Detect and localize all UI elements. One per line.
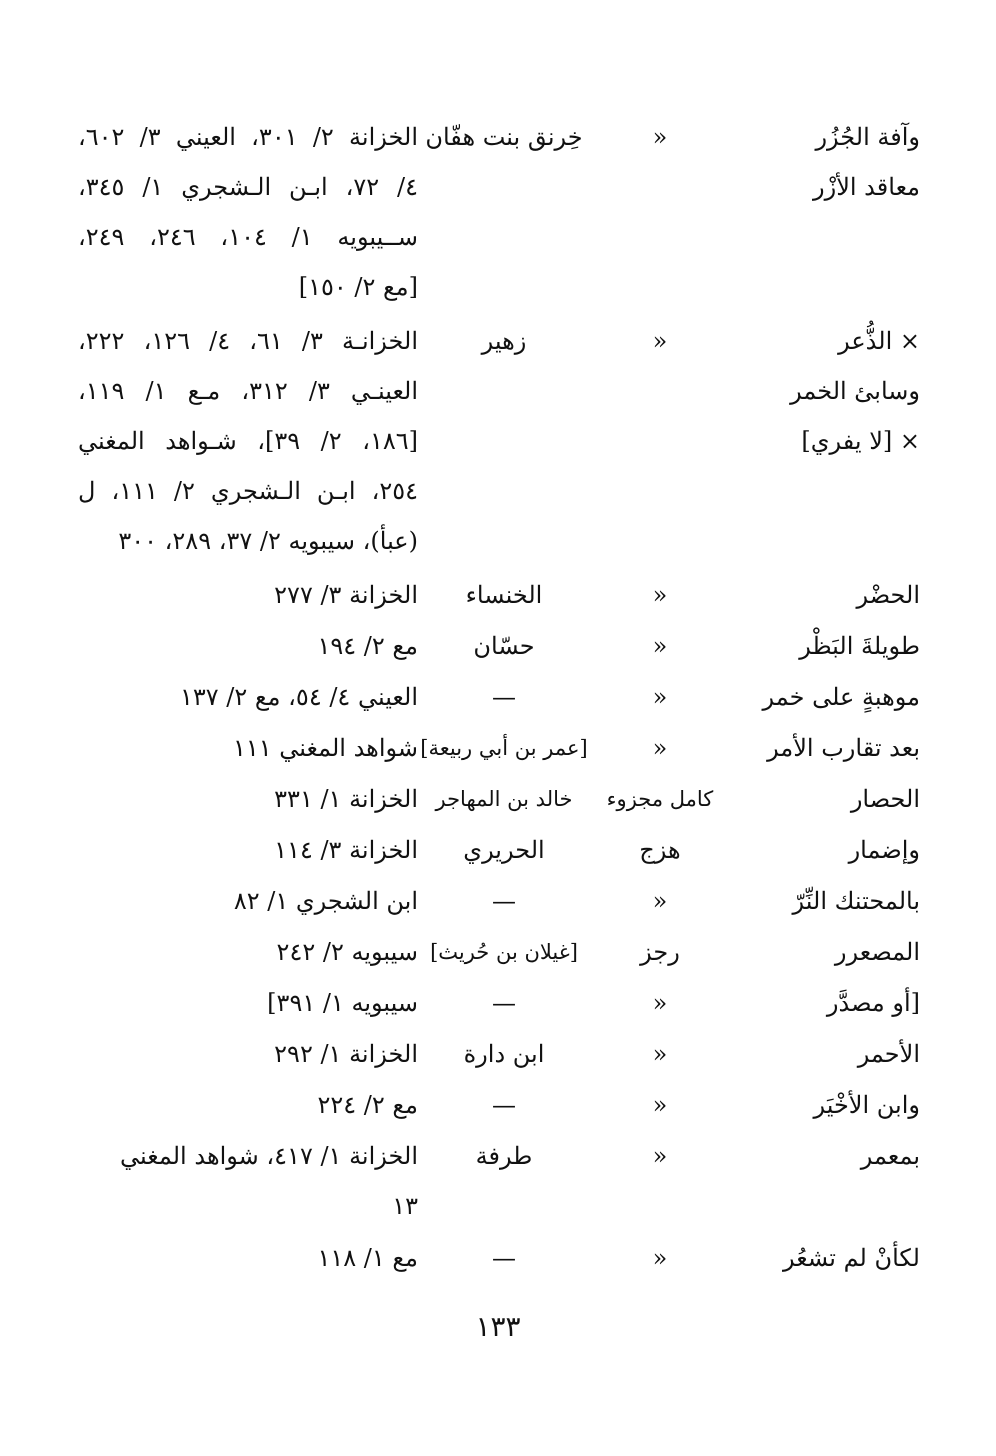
references: مع ٢/ ٢٢٤ <box>317 1091 418 1119</box>
references: العيني ٤/ ٥٤، مع ٢/ ١٣٧ <box>180 683 418 711</box>
reference-line: الخزانة ٢/ ٣٠١، العيني ٣/ ٦٠٢، <box>78 123 418 151</box>
index-row <box>0 570 996 621</box>
rhyme-word: لكأنْ لم تشعُر <box>783 1244 920 1272</box>
references-cell <box>78 316 418 566</box>
poet: خالد بن المهاجر <box>435 787 573 811</box>
meter: هزج <box>639 836 681 864</box>
rhyme-word: بالمحتنك النِّرّ <box>792 887 920 915</box>
references-cell <box>78 112 418 312</box>
references: الخزانة ١/ ٢٩٢ <box>274 1040 418 1068</box>
poet: خِرنق بنت هفّان <box>425 123 583 151</box>
rhyme-word: طويلةَ البَظْر <box>799 632 920 660</box>
meter: « <box>652 683 668 711</box>
rhyme-word: × الذُّعر <box>838 327 920 355</box>
rhyme-word: موهبةٍ على خمر <box>762 683 920 711</box>
index-table <box>0 112 996 1284</box>
references-cell <box>78 1131 418 1231</box>
index-row <box>0 1233 996 1284</box>
index-row <box>0 978 996 1029</box>
rhyme-word: الأحمر <box>857 1040 920 1068</box>
rhyme-word: وسابئ الخمر <box>790 377 920 405</box>
reference-line: [مع ٢/ ١٥٠] <box>298 273 418 301</box>
reference-line: ٤/ ٧٢، ابـن الـشجري ١/ ٣٤٥، <box>78 173 418 201</box>
meter: « <box>652 1040 668 1068</box>
rhyme-word: وابن الأخْيَر <box>813 1091 920 1119</box>
reference-line: ٢٥٤، ابـن الـشجري ٢/ ١١١، ل <box>78 477 419 505</box>
references: سيبويه ٢/ ٢٤٢ <box>276 938 418 966</box>
meter: « <box>652 1091 668 1119</box>
rhyme-word: × [لا يفري] <box>801 427 920 455</box>
index-row <box>0 825 996 876</box>
poet: زهير <box>481 327 527 355</box>
rhyme-word: [أو مصدَّر <box>826 989 920 1017</box>
references: الخزانة ١/ ٣٣١ <box>274 785 418 813</box>
poet: حسّان <box>473 632 535 660</box>
meter: « <box>652 734 668 762</box>
poet: [غيلان بن حُريث] <box>430 940 578 964</box>
rhyme-word: الحصار <box>850 785 920 813</box>
poet: طرفة <box>475 1142 533 1170</box>
meter: « <box>652 123 668 151</box>
meter: « <box>652 581 668 609</box>
reference-line: ١٣ <box>392 1192 418 1220</box>
rhyme-word: بمعمر <box>860 1142 920 1170</box>
references: سيبويه ١/ ٣٩١] <box>267 989 418 1017</box>
rhyme-word: الحضْر <box>856 581 920 609</box>
meter: « <box>652 1244 668 1272</box>
meter: كامل مجزوء <box>606 787 714 811</box>
meter: « <box>652 887 668 915</box>
reference-line: الخزانة ١/ ٤١٧، شواهد المغني <box>120 1142 418 1170</box>
references: ابن الشجري ١/ ٨٢ <box>233 887 418 915</box>
poet: — <box>492 989 516 1017</box>
index-row <box>0 672 996 723</box>
references: الخزانة ٣/ ٢٧٧ <box>274 581 418 609</box>
meter: « <box>652 632 668 660</box>
index-row <box>0 876 996 927</box>
index-row <box>0 316 996 570</box>
meter: رجز <box>640 938 680 966</box>
poet: — <box>492 1091 516 1119</box>
poet: [عمر بن أبي ربيعة] <box>420 736 588 760</box>
poet: — <box>492 887 516 915</box>
references: مع ٢/ ١٩٤ <box>317 632 418 660</box>
index-row <box>0 1029 996 1080</box>
index-row <box>0 774 996 825</box>
index-row <box>0 621 996 672</box>
index-row <box>0 723 996 774</box>
rhyme-word: وآفة الجُزُر <box>815 123 920 151</box>
poet: الحريري <box>463 836 545 864</box>
index-row <box>0 927 996 978</box>
reference-line: (عبأ)، سيبويه ٢/ ٣٧، ٢٨٩، ٣٠٠ <box>118 527 418 555</box>
rhyme-word-cell <box>730 316 920 466</box>
rhyme-word: المصعرر <box>834 938 920 966</box>
rhyme-word: معاقد الأزْر <box>813 173 920 201</box>
references: مع ١/ ١١٨ <box>317 1244 418 1272</box>
references: الخزانة ٣/ ١١٤ <box>274 836 418 864</box>
reference-line: [١٨٦، ٢/ ٣٩]، شـواهد المغني <box>78 427 418 455</box>
index-row <box>0 112 996 316</box>
rhyme-word: بعد تقارب الأمر <box>767 734 920 762</box>
poet: — <box>492 1244 516 1272</box>
index-row <box>0 1080 996 1131</box>
reference-line: ســيبويه ١/ ١٠٤، ٢٤٦، ٢٤٩، <box>78 223 419 251</box>
rhyme-word: وإضمار <box>848 836 920 864</box>
reference-line: الخزانـة ٣/ ٦١، ٤/ ١٢٦، ٢٢٢، <box>78 327 419 355</box>
poet: ابن دارة <box>463 1040 545 1068</box>
meter: « <box>652 1142 668 1170</box>
index-row <box>0 1131 996 1233</box>
references: شواهد المغني ١١١ <box>232 734 418 762</box>
poet: الخنساء <box>465 581 543 609</box>
reference-line: العينـي ٣/ ٣١٢، مـع ١/ ١١٩، <box>78 377 419 405</box>
poet: — <box>492 683 516 711</box>
rhyme-word-cell <box>730 112 920 212</box>
meter: « <box>652 989 668 1017</box>
page-number: ١٣٣ <box>475 1310 521 1343</box>
meter: « <box>652 327 668 355</box>
